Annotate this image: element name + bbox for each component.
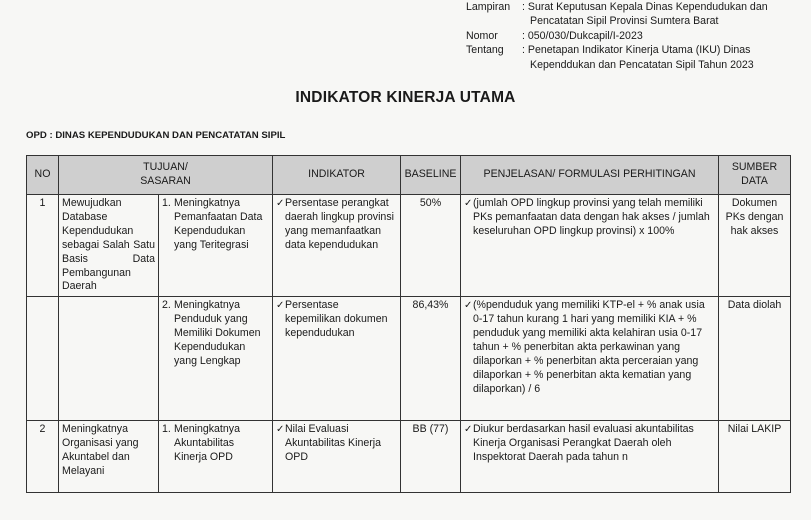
penjelasan-cell bbox=[461, 195, 719, 297]
indikator-text: Persentase perangkat daerah lingkup provinsi yang memanfaatkan data kependudukan bbox=[285, 197, 394, 251]
page-title: INDIKATOR KINERJA UTAMA bbox=[295, 89, 516, 106]
tujuan-cell: Meningkatnya Organisasi yang Akuntabel dan Melayani bbox=[59, 421, 159, 493]
row-no: 2 bbox=[27, 421, 59, 493]
table-row bbox=[27, 297, 791, 421]
penjelasan-text: (%penduduk yang memiliki KTP-el + % anak usia 0-17 tahun kurang 1 hari yang memiliki KIA + % penduduk yang memiliki akta kelahiran usia 0-17 tahun + % penerbitan akta perkawinan yang dilaporkan + % penerbitan akta perceraian yang dilaporkan + % penerbitan akta kematian yang dilaporkan) / 6 bbox=[473, 299, 705, 395]
nomor-row bbox=[466, 29, 768, 43]
header-no: NO bbox=[27, 156, 59, 195]
lampiran-row bbox=[466, 0, 768, 29]
check-icon: ✓ bbox=[464, 424, 473, 436]
indikator-cell bbox=[273, 421, 401, 493]
penjelasan-cell bbox=[461, 297, 719, 421]
baseline-cell: 50% bbox=[401, 195, 461, 297]
tujuan-cell: Mewujudkan Database Kependudukan sebagai Salah Satu Basis Data Pembangunan Daerah bbox=[59, 195, 159, 297]
header-penjelasan: PENJELASAN/ FORMULASI PERHITINGAN bbox=[461, 156, 719, 195]
opd-label: OPD : DINAS KEPENDUDUKAN DAN PENCATATAN SIPIL bbox=[26, 130, 286, 141]
header-tujuan: TUJUAN/ bbox=[143, 161, 188, 174]
header-sumber-data bbox=[719, 156, 791, 195]
table-row bbox=[27, 421, 791, 493]
check-icon: ✓ bbox=[276, 198, 285, 209]
check-icon: ✓ bbox=[464, 198, 473, 209]
sumber-cell: Dokumen PKs dengan hak akses bbox=[719, 195, 791, 297]
sasaran-number: 2. bbox=[162, 299, 171, 312]
sasaran-cell bbox=[159, 421, 273, 493]
tentang-value-line-1: : Penetapan Indikator Kinerja Utama (IKU) Dinas bbox=[522, 44, 751, 57]
row-no: 1 bbox=[27, 195, 59, 297]
sasaran-number: 1. bbox=[162, 197, 171, 209]
header-baseline: BASELINE bbox=[401, 156, 461, 195]
indikator-cell bbox=[273, 195, 401, 297]
document-header bbox=[466, 0, 768, 72]
tentang-value-line-2: Kependdukan dan Pencatatan Sipil Tahun 2023 bbox=[530, 58, 754, 71]
check-icon: ✓ bbox=[276, 424, 285, 436]
check-icon: ✓ bbox=[276, 300, 285, 312]
indikator-cell bbox=[273, 297, 401, 421]
header-data: DATA bbox=[741, 175, 768, 187]
tentang-label: Tentang bbox=[466, 44, 504, 57]
tentang-value bbox=[522, 43, 754, 72]
check-icon: ✓ bbox=[464, 300, 473, 312]
lampiran-value-line-1: : Surat Keputusan Kepala Dinas Kependudukan dan bbox=[522, 1, 768, 13]
penjelasan-text: (jumlah OPD lingkup provinsi yang telah memiliki PKs pemanfaatan data dengan hak akses / jumlah keseluruhan OPD lingkup provinsi) x 100% bbox=[473, 197, 710, 237]
row-no-continued bbox=[27, 297, 59, 421]
sumber-cell: Nilai LAKIP bbox=[719, 421, 791, 493]
baseline-cell: 86,43% bbox=[401, 297, 461, 421]
tentang-row bbox=[466, 43, 768, 72]
penjelasan-text: Diukur berdasarkan hasil evaluasi akuntabilitas Kinerja Organisasi Perangkat Daerah oleh Inspektorat Daerah pada tahun n bbox=[473, 423, 694, 464]
sasaran-text: Meningkatnya Penduduk yang Memiliki Dokumen Kependudukan yang Lengkap bbox=[174, 299, 261, 367]
sasaran-text: Meningkatnya Pemanfaatan Data Kependudukan yang Teritegrasi bbox=[174, 197, 263, 251]
indikator-text: Nilai Evaluasi Akuntabilitas Kinerja OPD bbox=[285, 423, 382, 464]
iku-table bbox=[26, 155, 791, 493]
lampiran-value bbox=[522, 0, 768, 29]
sasaran-cell bbox=[159, 195, 273, 297]
sumber-cell: Data diolah bbox=[719, 297, 791, 421]
lampiran-label: Lampiran bbox=[466, 1, 511, 13]
table-header-row bbox=[27, 156, 791, 195]
penjelasan-cell bbox=[461, 421, 719, 493]
header-tujuan-sasaran bbox=[59, 156, 273, 195]
sasaran-number: 1. bbox=[162, 423, 171, 436]
header-indikator: INDIKATOR bbox=[273, 156, 401, 195]
header-sumber: SUMBER bbox=[731, 161, 778, 174]
tujuan-cell-continued bbox=[59, 297, 159, 421]
baseline-cell: BB (77) bbox=[401, 421, 461, 493]
table-row bbox=[27, 195, 791, 297]
indikator-text: Persentase kepemilikan dokumen kependudukan bbox=[285, 299, 388, 340]
sasaran-cell bbox=[159, 297, 273, 421]
lampiran-value-line-2: Pencatatan Sipil Provinsi Sumtera Barat bbox=[530, 15, 719, 28]
nomor-value: : 050/030/Dukcapil/I-2023 bbox=[522, 29, 643, 42]
nomor-label: Nomor bbox=[466, 29, 498, 42]
sasaran-text: Meningkatnya Akuntabilitas Kinerja OPD bbox=[174, 423, 240, 464]
header-sasaran: SASARAN bbox=[140, 175, 191, 187]
